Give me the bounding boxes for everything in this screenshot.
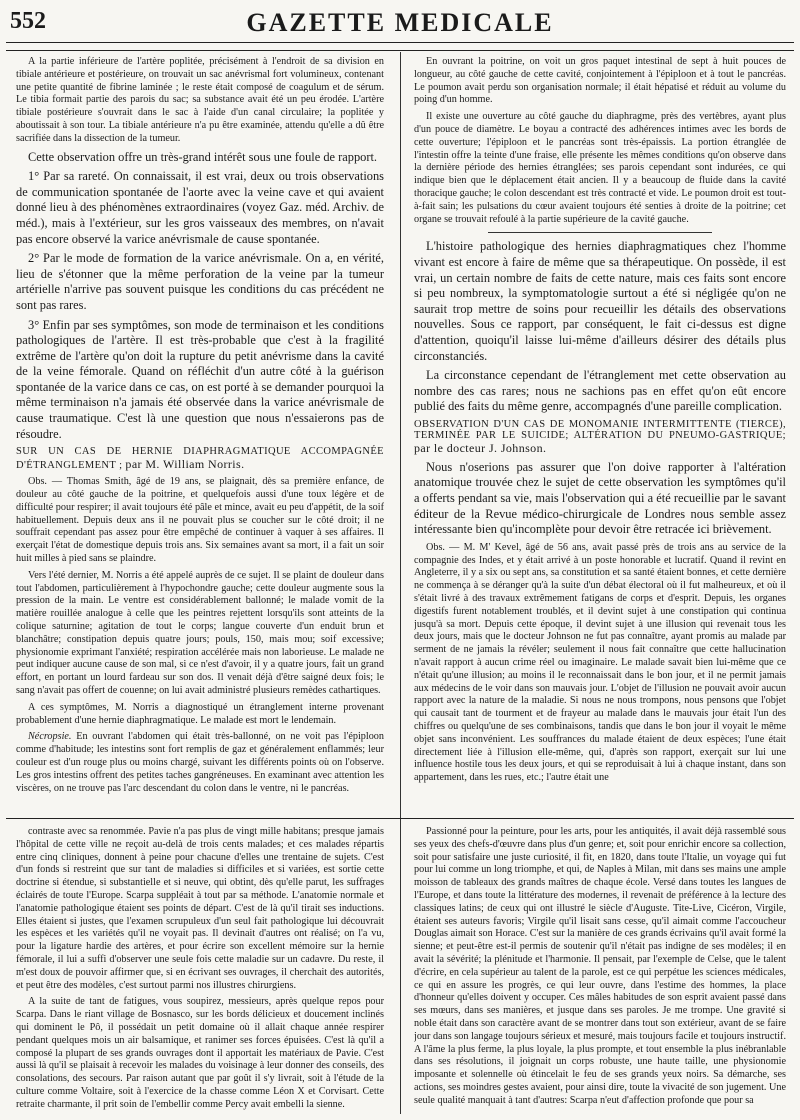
- header-rule-top: [6, 42, 794, 43]
- hernia-history-paragraph: L'histoire pathologique des hernies diaphragmatiques chez l'homme vivant est encore à faire de même que sa thérapeutique. On possède, il est vrai, un certain nombre de faits de cette nature, mais ces faits sont encore si peu nombreux, la symptomatologie surtout a été si négligée qu'on ne saurait trop mettre de soins pour recueillir les détails des observations nouvelles. Sous ce rapport, par conséquent, le fait ci-dessus est digne d'attention, quoiqu'il laisse lui-même d'ailleurs désirer des détails plus circonstanciés.: [414, 239, 786, 363]
- necropsy-label: Nécropsie.: [28, 731, 72, 743]
- observation-kevel-paragraph: Obs. — M. M' Kevel, âgé de 56 ans, avait passé près de trois ans au service de la compagnie des Indes, et y était arrivé à un poste honorable et lucratif. Quand il revint en Angleterre, il y a six ou sept ans, sa constitution et sa santé étaient bonnes, et cette dernière ne commença à se déranger qu'à la suite d'un débat électoral où il fut malheureux, et où il s'était livré à des travaux extrêmement fatigans de corps et d'esprit. Depuis, les organes digestifs furent notablement troublés, et il devint sujet à une constipation qui continua jusqu'à sa mort. Depuis cette époque, il devint sujet à une illusion qui revenait tous les deux jours, mais que le docteur Johnson ne fut pas connaître, ayant promis au malade par serment de ne jamais la révéler; seulement il nous fait connaître que cette hallucination n'avait rapport à aucun crime réel ou imaginaire. Le malade savait bien lui-même que ce n'était qu'une illusion; au moins il le reconnaissait dans le bon jour, et il ne permit jamais aux médecins de le voir dans son mauvais jour. L'objet de l'illusion ne pouvait avoir aucun rapport avec la nature de la maladie. Si nous ne nous trompons, nous pensons que l'objet qui causait tant de tourment et de frayeur au malade dans le mauvais jour était l'un des chiffres ou quelqu'une de ses combinaisons, tandis que dans le bon jour il voyait le même objet sans inconvénient. Les souffrances du malade étaient de deux espèces; l'une était directement liée à l'illusion elle-même, qui, d'après son rapport, exerçait sur lui une influence hostile tous les deux jours, et qui se reproduisait à lui à chaque instant, dans son appartement, dans les rues, etc.; l'autre était une: [414, 541, 786, 784]
- pavie-paragraph: contraste avec sa renommée. Pavie n'a pas plus de vingt mille habitans; presque jamais l'hôpital de cette ville ne reçoit au-delà de trois cents malades; et ces malades répartis entre cinq cliniques, donnent à peine pour chacune d'elles une trentaine de sujets. C'est d'un fonds si restreint que sur tant de maladies si difficiles et si variées, est sortie cette doctrine si étendue, si substantielle et si neuve, qui obtint, dès qu'elle parut, les suffrages éclairés de toute l'Europe. Scarpa suppléait à tout par sa méthode. L'anatomie normale et l'anatomie pathologique étaient ses points de départ. C'est de là qu'il tirait ses inductions. Elles étaient si justes, que l'examen scrupuleux d'un seul fait pathologique lui découvrait les espèces et les variétés qu'il ne voyait pas. Il devinait d'autres ont réalisé; on l'a vu, pour la ligature hardie des artères, et pour écrire son excellent mémoire sur la hernie fémorale, il lui a suffi d'observer une seule fois cette maladie sur un cadavre. Du reste, il m'est doux de pouvoir affirmer que, si en écrivant ses ouvrages, il cherchait des autorités, et peut être des modèles, c'est surtout parmi nos illustres chirurgiens.: [16, 826, 384, 991]
- right-column: [414, 56, 786, 816]
- chest-opening-paragraph: En ouvrant la poitrine, on voit un gros paquet intestinal de sept à huit pouces de longueur, au côté gauche de cette cavité, conjointement à l'épiploon et à tout le pancréas. Le poumon avait perdu son organisation normale; il était hépatisé et réduit au volume du poing d'un homme.: [414, 56, 786, 106]
- page-number: 552: [10, 8, 46, 34]
- diagnosis-paragraph: A ces symptômes, M. Norris a diagnostiqué un étranglement interne provenant probablement d'une hernie diaphragmatique. Le malade est mort le lendemain.: [16, 701, 384, 726]
- norris-visit-paragraph: Vers l'été dernier, M. Norris a été appelé auprès de ce sujet. Il se plaint de douleur dans tout l'abdomen, particulièrement à l'hypochondre gauche; cette douleur augmente sous la pression de la main. Le ventre est considérablement ballonné; le malade vomit de la matière rouillée analogue à celle que les peintres rejettent lorsqu'ils sont atteints de la colique saturnine; agitation de tout le corps; langue couverte d'un enduit brun et blanchâtre; constipation depuis quatre jours; pouls, 150, mais mou; soif excessive; physionomie exprimant l'anxiété; respiration accélérée mais non laborieuse. Le malade ne peut indiquer aucune cause de son mal, si ce n'est d'avoir, il y a quatre jours, fait un grand effort, en portant un lourd fardeau sur son dos. Il venait déjà d'être saigné deux fois; le sang n'avait pas offert de couenne; on lui avait administré plusieurs remèdes cathartiques.: [16, 569, 384, 697]
- header-rule-bottom: [6, 50, 794, 51]
- section-separator: [488, 232, 711, 233]
- case-author-norris: par M. William Norris.: [125, 457, 245, 472]
- observation-interest-paragraph: Cette observation offre un très-grand intérêt sous une foule de rapport.: [28, 149, 378, 164]
- aneurysm-dissection-paragraph: A la partie inférieure de l'artère poplitée, précisément à l'endroit de sa division en tibiale antérieure et postérieure, on trouvait un sac anévrismal fort volumineux, contenant une petite quantité de fibrine laminée ; le reste était composé de coagulum et de sérum. Le tibia formait partie des parois du sac; sa substance avait été un peu érodée. L'artère tibiale postérieure s'ouvrait dans le sac à l'aide d'un canal circulaire; la poplitée y aboutissait à son tour. La tibiale antérieure n'a pu être examinée, attendu qu'elle a dû être sacrifiée dans la dissection de la tumeur.: [16, 56, 384, 144]
- journal-title: GAZETTE MEDICALE: [246, 8, 554, 37]
- bottom-left-column: [16, 826, 384, 1114]
- case-title-monomania: [414, 419, 786, 456]
- column-divider: [400, 52, 401, 1114]
- left-column: [16, 56, 384, 816]
- necropsy-paragraph: [16, 731, 384, 795]
- case-title-hernia-text: SUR UN CAS DE HERNIE DIAPHRAGMATIQUE ACCOMPAGNÉE D'ÉTRANGLEMENT ;: [16, 446, 384, 472]
- bosnasco-paragraph: A la suite de tant de fatigues, vous soupirez, messieurs, après quelque repos pour Scarpa. Dans le riant village de Bosnasco, sur les bords délicieux et doucement inclinés qui dominent le Pô, il possédait un petit domaine où il allait chaque année respirer pendant quelques mois un air balsamique, et ranimer ses forces épuisées. C'est là qu'il a composé la plupart de ses grands ouvrages dont il apportait les matériaux de Pavie. C'est aussi là qu'il se plaisait à recevoir les malades du voisinage à leur donner des conseils, des consolations, des secours. Par raison autant que par goût il s'y livrait, soit à l'étude de la culture comme Voltaire, soit à l'exercice de la chasse comme Léon X et Corvisart. Cette retraite charmante, il prit soin de l'embellir comme Percy avait embelli la sienne.: [16, 996, 384, 1110]
- point-rarity-paragraph: 1° Par sa rareté. On connaissait, il est vrai, deux ou trois observations de communication spontanée de l'aorte avec la veine cave et qui avaient donné lieu à des phénomènes extraordinaires (voyez Gaz. méd. Archiv. de méd.), mais à l'extérieur, sur les gros vaisseaux des membres, on n'avait pas encore observé la varice anévrismale de cause spontanée.: [16, 169, 384, 246]
- observation-smith-paragraph: Obs. — Thomas Smith, âgé de 19 ans, se plaignait, dès sa première enfance, de douleur au côté gauche de la poitrine, et quelquefois aussi d'une toux légère et de difficulté pour respirer; il avait toujours été pâle et mince, avait eu peu d'appétit, de la soif habituellement. Depuis deux ans il ne pouvait plus se coucher sur le côté droit; il ne souffrait cependant pas assez pour être empêché de continuer à vaquer à ses affaires. Il exerçait l'état de domestique depuis trois ans. Six semaines avant sa mort, il a fait un soir huit milles à pied sans se plaindre.: [16, 476, 384, 565]
- point-formation-paragraph: 2° Par le mode de formation de la varice anévrismale. On a, en vérité, lieu de s'étonner que la même perforation de la veine par la tumeur artérielle n'arrive pas souvent puisque les conditions du cas précédent ne sont pas rares.: [16, 251, 384, 312]
- case-title-monomania-text: OBSERVATION D'UN CAS DE MONOMANIE INTERMITTENTE (TIERCE), TERMINÉE PAR LE SUICIDE; ALTÉRATION DU PNEUMO-GASTRIQUE;: [414, 418, 786, 441]
- monomania-intro-paragraph: Nous n'oserions pas assurer que l'on doive rapporter à l'altération anatomique trouvée chez le sujet de cette observation les symptômes qu'il a offerts pendant sa vie, mais l'observation qui a été recueillie par le savant éditeur de la Revue médico-chirurgicale de Londres nous semble assez intéressante bien qu'incomplète pour devoir être retracée ici brièvement.: [414, 459, 786, 537]
- section-divider: [6, 818, 794, 819]
- necropsy-text: En ouvrant l'abdomen qui était très-ballonné, on ne voit pas l'épiploon comme d'habitude; les intestins sont fort remplis de gaz et généralement enflammés; leur couleur est d'un rouge plus ou moins chargé, suivant les différents points où on l'observe. Les gros intestins offrent des petites taches gangréneuses. En examinant avec attention les viscères, on ne trouve pas l'arc descendant du colon dans le ventre, ni le pancréas.: [16, 731, 384, 794]
- diaphragm-opening-paragraph: Il existe une ouverture au côté gauche du diaphragme, près des vertèbres, ayant plus d'un pouce de diamètre. Le boyau a contracté des adhérences intimes avec les bords de cette ouverture; l'épiploon et le pancréas sont très-épaissis. La portion étranglée de l'intestin offre la teinte d'une fraise, elle présente les mêmes conditions qu'on observe dans la dernière période des hernies étranglées; ses parois cependant sont indurées, ce qui indique bien que le déplacement était ancien. Il y a beaucoup de fluide dans la cavité thoracique gauche; le colon descendant est très contracté et vide. Le poumon droit est tout-à-fait sain; les pulsations du cœur avaient toujours été senties à droite de la poitrine; cet organe se trouvait refoulé à la partie supérieure de la cavité gauche.: [414, 111, 786, 225]
- point-symptoms-paragraph: 3° Enfin par ses symptômes, son mode de terminaison et les conditions pathologiques de l'artère. Il est très-probable que c'est à la fragilité extrême de l'artère qu'on doit la rupture du petit anévrisme dans la cavité de la veine fémorale. Quand on réfléchit d'un autre côté à la guérison spontanée de la varice dans ce cas, on est porté à se demander pourquoi la même terminaison n'a jamais été observée dans la varice anévrismale de cause traumatique. C'est là une question que nous n'essaierons pas de résoudre.: [16, 317, 384, 441]
- scarpa-arts-paragraph: Passionné pour la peinture, pour les arts, pour les antiquités, il avait déjà rassemblé sous ses yeux des chefs-d'œuvre dans plus d'un genre; et, soit pour enrichir encore sa collection, soit pour satisfaire une juste curiosité, il fit, en 1820, dans toute l'Italie, un voyage qui fut pour lui comme un long triomphe, et qui, de Naples à Milan, mit dans ses mains une ample moisson de tableaux des grands maîtres de chaque école. Versé dans toutes les langues de l'Europe, et dans toute la littérature des modernes, il revenait de préférence à la lecture des classiques latins; de ceux qui ont illustré le siècle d'Auguste. Tite-Live, Cicéron, Virgile, étaient ses auteurs favoris; Virgile qu'il lisait sans cesse, qu'il aimait comme l'accoucheur Douglas aimait son Horace. C'est sur la manière de ces grands écrivains qu'il avait formé la sienne; et peut-être est-il permis de soutenir qu'il n'était pas indigne de ses modèles; il en avait la sévérité; la plénitude et l'harmonie. Il pensait, par l'exemple de Celse, que le talent d'écrire, en cela supérieur au talent de la parole, est ce qui perpétue les sciences médicales, ce qui en assure les progrès, ce qui leur ouvre, dans l'estime des hommes, la place d'honneur qu'elles doivent y occuper. Ces mâles habitudes de son esprit avaient passé dans ses mœurs, dans ses manières, et jusque dans ses paroles. Je me trompe. Une gravité si noble était dans son caractère avant de se montrer dans tout son extérieur, avant de se faire jour dans son langage toujours sérieux et mesuré, mais toujours facile et toujours instructif. A l'âme la plus ferme, la plus loyale, la plus prompte, et tout ensemble la plus inébranlable dans ses résolutions, il joignait un corps robuste, une haute taille, une physionomie imposante et solennelle où étincelait le feu de ses grands yeux noirs. Sa démarche, ses actions, ses moindres gestes avaient, pour ainsi dire, toute la vivacité de son jugement. Une seule qualité manquait à tant d'autres: Scarpa n'eut d'affection profonde que pour sa: [414, 826, 786, 1106]
- strangulation-paragraph: La circonstance cependant de l'étranglement met cette observation au nombre des cas rares; nous ne sachions pas en effet qu'on eût encore publié des faits du même genre, accompagnés d'une pareille complication.: [414, 368, 786, 414]
- case-title-hernia: [16, 446, 384, 472]
- case-author-johnson: par le docteur J. Johnson.: [414, 440, 547, 455]
- bottom-right-column: [414, 826, 786, 1114]
